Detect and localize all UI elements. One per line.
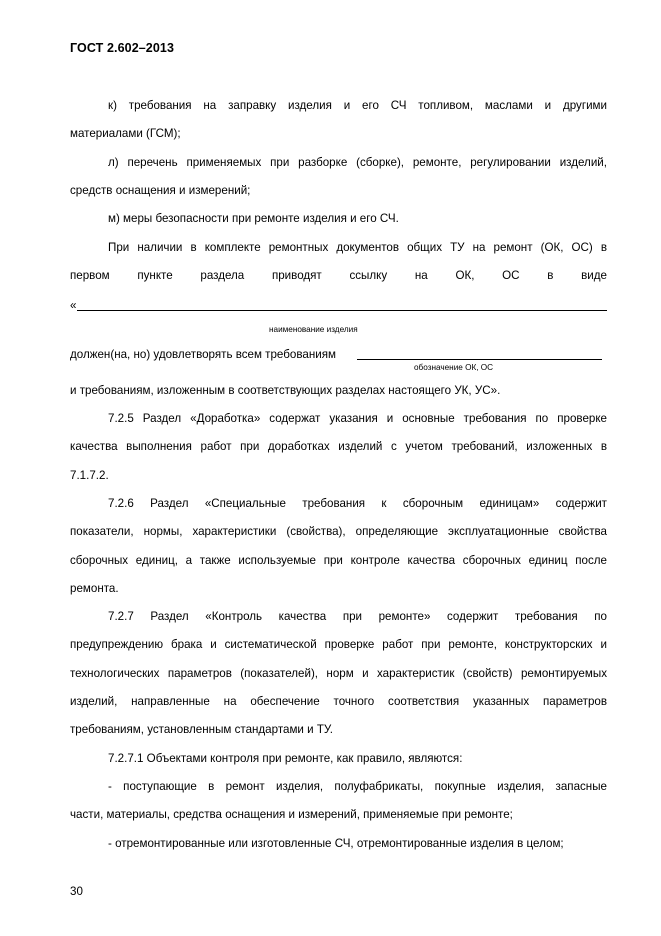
paragraph-726-line-1: 7.2.6 Раздел «Специальные требования к сборочным единицам» содержит	[108, 497, 607, 510]
quote-open-mark: «	[70, 299, 77, 312]
designation-caption: обозначение ОК, ОС	[414, 363, 494, 372]
paragraph-726-line-3: сборочных единиц, а также используемые при контроле качества сборочных единиц после	[70, 554, 607, 567]
paragraph-l-line-1: л) перечень применяемых при разборке (сборке), ремонте, регулировании изделий,	[108, 156, 607, 169]
bullet-2: - отремонтированные или изготовленные СЧ, отремонтированные изделия в целом;	[108, 837, 564, 850]
bullet-1-line-2: части, материалы, средства оснащения и измерений, применяемые при ремонте;	[70, 808, 513, 821]
paragraph-k-line-1: к) требования на заправку изделия и его СЧ топливом, маслами и другими	[108, 99, 607, 112]
paragraph-l-line-2: средств оснащения и измерений;	[70, 184, 251, 197]
paragraph-726-line-2: показатели, нормы, характеристики (свойства), определяющие эксплуатационные свойства	[70, 525, 607, 538]
paragraph-725-line-1: 7.2.5 Раздел «Доработка» содержат указания и основные требования по проверке	[108, 412, 607, 425]
paragraph-727-line-2: предупреждению брака и систематической проверке работ при ремонте, конструкторских и	[70, 638, 607, 651]
designation-fill-line	[357, 359, 602, 360]
paragraph-ty-line-2: первом пункте раздела приводят ссылку на ОК, ОС в виде	[70, 269, 607, 282]
page-header: ГОСТ 2.602–2013	[70, 41, 175, 55]
paragraph-727-line-3: технологических параметров (показателей), норм и характеристик (свойств) ремонтируемых	[70, 667, 607, 680]
paragraph-m: м) меры безопасности при ремонте изделия и его СЧ.	[108, 212, 399, 225]
item-name-fill-line	[77, 310, 607, 311]
item-name-caption: наименование изделия	[269, 325, 358, 334]
paragraph-7271: 7.2.7.1 Объектами контроля при ремонте, как правило, являются:	[108, 752, 463, 765]
paragraph-725-line-2: качества выполнения работ при доработках изделий с учетом требований, изложенных в	[70, 440, 607, 453]
paragraph-must-satisfy: должен(на, но) удовлетворять всем требованиям	[70, 348, 336, 361]
paragraph-ty-line-1: При наличии в комплекте ремонтных документов общих ТУ на ремонт (ОК, ОС) в	[108, 241, 607, 254]
paragraph-requirements-end: и требованиям, изложенным в соответствующих разделах настоящего УК, УС».	[70, 384, 501, 397]
paragraph-726-line-4: ремонта.	[70, 582, 119, 595]
paragraph-k-line-2: материалами (ГСМ);	[70, 127, 181, 140]
paragraph-727-line-4: изделий, направленные на обеспечение точного соответствия указанных параметров	[70, 695, 607, 708]
paragraph-727-line-1: 7.2.7 Раздел «Контроль качества при ремонте» содержит требования по	[108, 610, 607, 623]
bullet-1-line-1: - поступающие в ремонт изделия, полуфабрикаты, покупные изделия, запасные	[108, 780, 607, 793]
page-number: 30	[70, 885, 83, 898]
paragraph-727-line-5: требованиям, установленным стандартами и ТУ.	[70, 723, 333, 736]
paragraph-725-line-3: 7.1.7.2.	[70, 469, 109, 482]
